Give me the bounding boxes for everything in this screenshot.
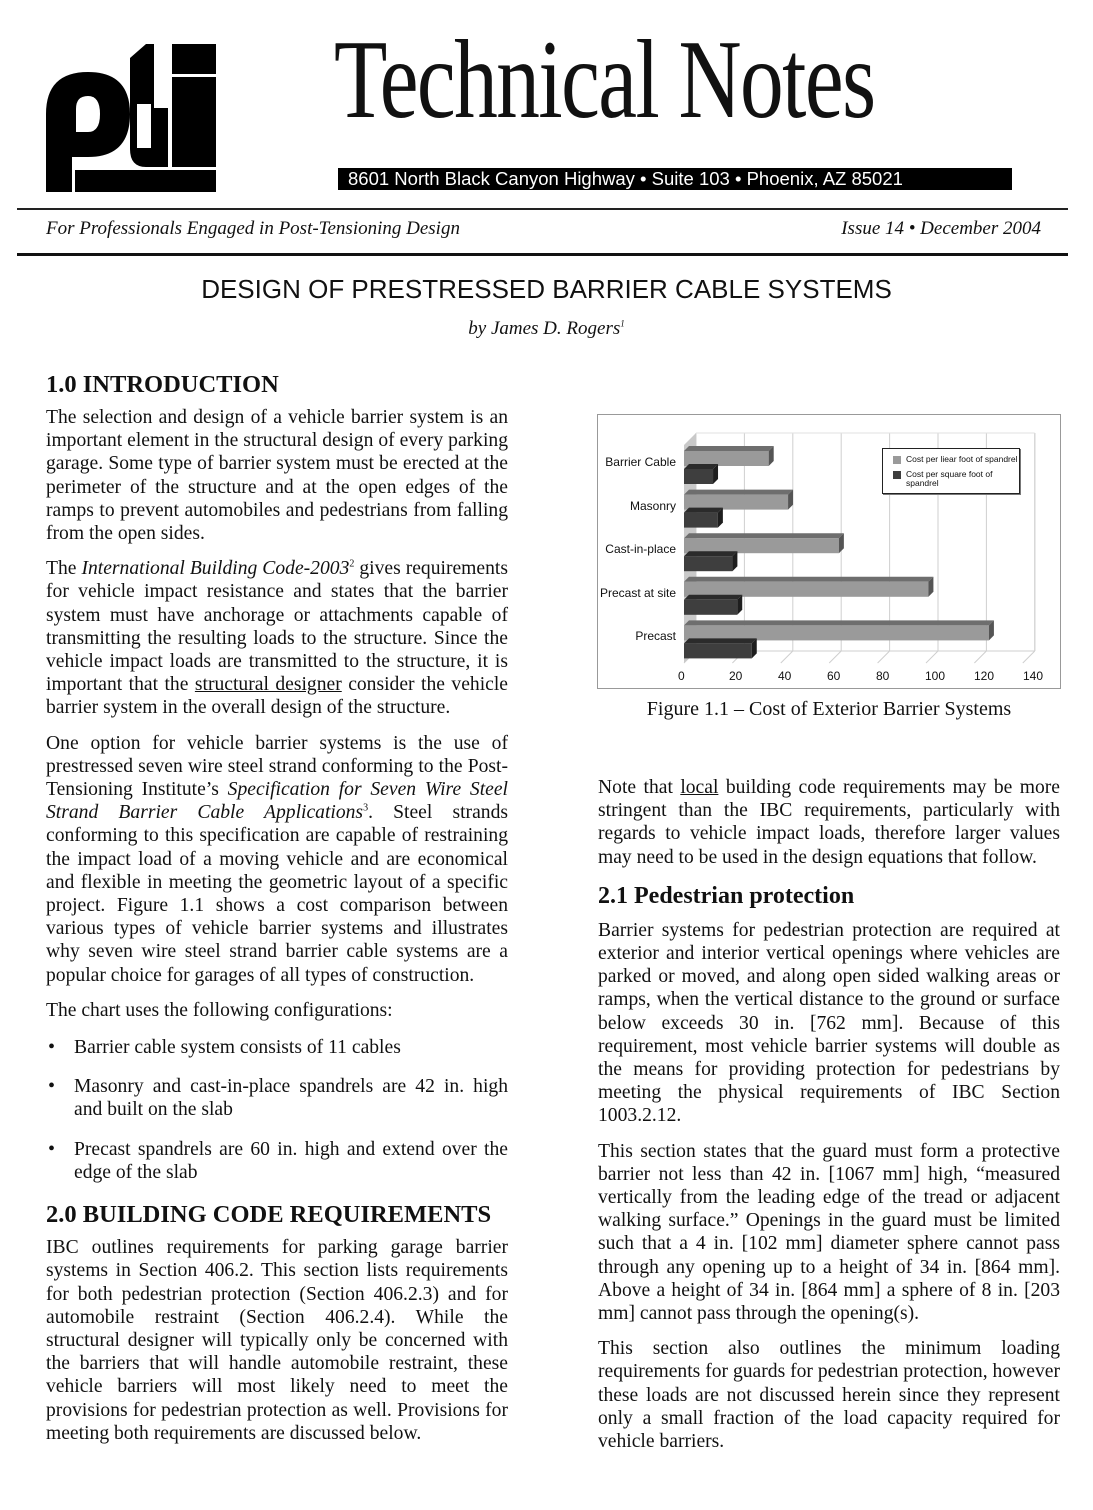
bar [684, 643, 752, 658]
intro-paragraph-2: The International Building Code-2003$^2$ gives requirements for vehicle impact resistance and states that the barrier system must have anchorage or attachments capable of transmitting the resulting loads to the structure. Since the vehicle impact loads are transmitted to the structure, it is important that the structural designer consider the vehicle barrier system in the overall design of the structure. [46, 558, 508, 719]
cost-bar-chart [597, 414, 1061, 689]
pti-logo [46, 44, 216, 192]
pedestrian-paragraph-3: This section also outlines the minimum loading requirements for guards for pedestrian protection, however these loads are not discussed herein since they represent only a small fraction of the load capacity required for vehicle barriers. [598, 1338, 1060, 1453]
bar [684, 513, 718, 528]
category-label: Precast [635, 629, 676, 644]
bar [684, 495, 788, 510]
right-column [598, 776, 1060, 1465]
pedestrian-paragraph-2: This section states that the guard must form a protective barrier not less than 42 in. [1067 mm] high, “measured vertically from the leading edge of the tread or adjacent walking surface.” Openings in the guard must be limited such that a 4 in. [102 mm] diameter sphere cannot pass through any opening up to a height of 34 in. [864 mm]. Above a height of 34 in. [864 mm] a sphere of 8 in. [203 mm] cannot pass through the opening(s). [598, 1140, 1060, 1325]
pedestrian-paragraph-1: Barrier systems for pedestrian protection are required at exterior and interior vertical openings where vehicles are parked or moved, and along open sided walking areas or ramps, when the vertical distance to the ground or surface below exceeds 30 in. [762 mm]. Because of this requirement, most vehicle barrier systems will double as the means for providing protection for pedestrians by meeting the physical requirements of IBC Section 1003.2.12. [598, 919, 1060, 1127]
footnote-ref: 1 [620, 318, 625, 329]
list-item: • Barrier cable system consists of 11 cables [46, 1036, 508, 1059]
intro-paragraph-1: The selection and design of a vehicle barrier system is an important element in the structural design of every parking garage. Some type of barrier system must be erected at the perimeter of the structure and at the open edges of the ramps to prevent automobiles and pedestrians from falling from the open sides. [46, 407, 508, 545]
legend-swatch-dark [893, 471, 901, 479]
local-emphasis: local [680, 777, 719, 798]
x-tick-label: 140 [1023, 669, 1044, 683]
header-rule-bottom [17, 253, 1068, 256]
bar [684, 582, 928, 597]
category-label: Cast-in-place [605, 542, 676, 557]
x-tick-label: 100 [925, 669, 946, 683]
structural-designer-emphasis: structural designer [194, 674, 342, 696]
article-title: DESIGN OF PRESTRESSED BARRIER CABLE SYSTEMS [201, 274, 892, 304]
masthead-title: Technical Notes [334, 18, 875, 142]
x-tick-label: 60 [827, 669, 841, 683]
configuration-list [46, 1036, 508, 1184]
building-code-paragraph: IBC outlines requirements for parking garage barrier systems in Section 406.2. This section lists requirements for both pedestrian protection (Section 406.2.3) and for automobile restraint (Section 406.2.4). While the structural designer will typically only be concerned with the barriers that will handle automobile restraint, these vehicle barriers will most likely need to meet the provisions for pedestrian protection as well. Provisions for meeting both requirements are discussed below. [46, 1237, 508, 1444]
bar [684, 538, 839, 553]
legend-item-linear-foot: Cost per liear foot of spandrel [893, 455, 1018, 464]
x-tick-label: 120 [974, 669, 995, 683]
header-rule-top [17, 208, 1068, 210]
masthead-address: 8601 North Black Canyon Highway • Suite 103 • Phoenix, AZ 85021 [338, 168, 1012, 190]
section-heading-building-code: 2.0 BUILDING CODE REQUIREMENTS [46, 1201, 492, 1229]
bar [684, 625, 989, 640]
left-column [46, 370, 508, 1457]
author: by James D. Rogers [468, 318, 621, 339]
x-tick-label: 0 [678, 669, 685, 683]
legend-item-square-foot: Cost per square foot of spandrel [893, 470, 1005, 488]
x-tick-label: 80 [876, 669, 890, 683]
list-item: • Precast spandrels are 60 in. high and extend over the edge of the slab [46, 1138, 508, 1184]
intro-paragraph-3: One option for vehicle barrier systems is the use of prestressed seven wire steel strand conforming to the Post-Tensioning Institute’s Specification for Seven Wire Steel Strand Barrier Cable Applications$^3$. Steel strands conforming to this specification are capable of restraining the impact load of a moving vehicle and are economical and flexible in meeting the geometric layout of a specific project. Figure 1.1 shows a cost comparison between various types of vehicle barrier systems and illustrates why seven wire steel strand barrier cable systems are a popular choice for garages of all types of construction. [46, 732, 509, 986]
category-label: Barrier Cable [605, 455, 676, 469]
list-item: • Masonry and cast-in-place spandrels are 42 in. high and built on the slab [46, 1075, 508, 1121]
byline [0, 318, 1093, 340]
intro-paragraph-4: The chart uses the following configurations: [46, 999, 393, 1021]
bar [684, 451, 769, 466]
issue-date: Issue 14 • December 2004 [841, 218, 1041, 239]
bar [684, 600, 737, 615]
masthead-tagline: For Professionals Engaged in Post-Tensioning Design [46, 218, 460, 239]
category-label: Masonry [629, 498, 676, 513]
bar [684, 469, 713, 484]
pti-spec-citation: Specification for Seven Wire Steel Strand Barrier Cable Applications [46, 779, 509, 824]
figure-caption: Figure 1.1 – Cost of Exterior Barrier Systems [646, 698, 1012, 720]
bar [684, 556, 732, 571]
section-heading-introduction: 1.0 INTRODUCTION [46, 371, 279, 398]
x-tick-label: 40 [778, 669, 792, 683]
ibc-citation: International Building Code-2003 [81, 558, 350, 580]
chart-legend [882, 448, 1020, 494]
local-code-note: Note that local building code requirements may be more stringent than the IBC requirements, particularly with regards to vehicle impact loads, therefore larger values may need to be used in the design equations that follow. [598, 777, 1060, 868]
section-heading-pedestrian: 2.1 Pedestrian protection [598, 882, 855, 909]
legend-swatch-light [893, 456, 901, 464]
category-label: Precast at site [599, 585, 676, 600]
x-tick-label: 20 [729, 669, 743, 683]
